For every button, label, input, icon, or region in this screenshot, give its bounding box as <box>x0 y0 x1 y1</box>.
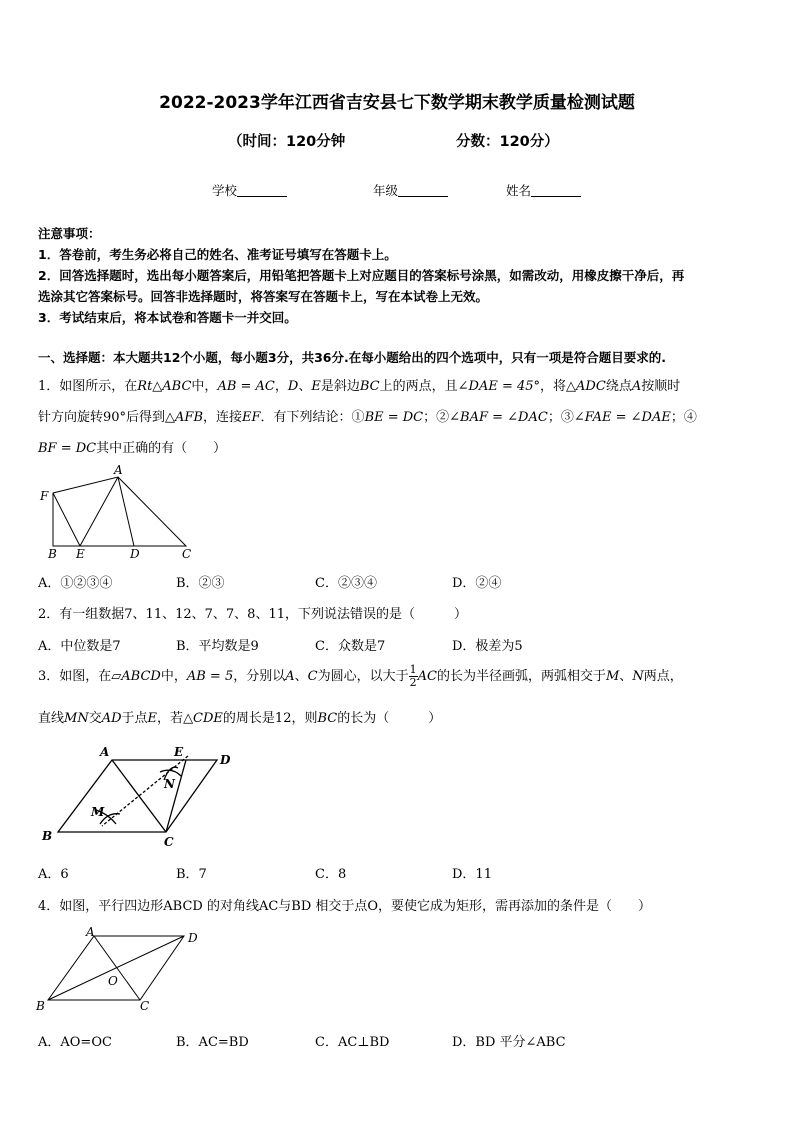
q3-option-c[interactable]: C．8 <box>315 867 347 882</box>
school-field[interactable] <box>212 181 287 199</box>
q3-option-b[interactable]: B．7 <box>176 867 207 882</box>
q4-text: 4．如图，平行四边形ABCD 的对角线AC与BD 相交于点O，要使它成为矩形，需再添加的条件是（ ） <box>38 899 652 914</box>
name-label: 姓名 <box>506 183 532 198</box>
q4-figure <box>32 922 212 1017</box>
q1-line1: 1．如图所示，在Rt△ABC中，AB = AC，D、E是斜边BC上的两点，且∠DAE = 45°，将△ADC绕点A按顺时 <box>38 379 681 394</box>
exam-time: （时间：120分钟 <box>228 134 346 150</box>
q2-text: 2．有一组数据7、11、12、7、7、8、11，下列说法错误的是（ ） <box>38 607 467 622</box>
q1-label-f: F <box>40 489 49 503</box>
q4-label-o: O <box>108 974 118 988</box>
q1-label-a: A <box>114 463 123 477</box>
q1-option-d[interactable]: D．②④ <box>452 576 502 591</box>
q3-option-d[interactable]: D．11 <box>452 867 492 882</box>
q3-figure <box>36 742 246 852</box>
q4-label-d: D <box>188 931 198 945</box>
q1-figure <box>36 462 196 562</box>
q4-option-d[interactable]: D．BD 平分∠ABC <box>452 1035 566 1050</box>
notice-item: 选涂其它答案标号。回答非选择题时，将答案写在答题卡上，写在本试卷上无效。 <box>38 289 489 304</box>
q4-option-b[interactable]: B．AC=BD <box>176 1035 249 1050</box>
q3-label-a: A <box>100 745 110 759</box>
section-heading: 一、选择题：本大题共12个小题，每小题3分，共36分.在每小题给出的四个选项中，只有一项是符合题目要求的. <box>38 350 666 365</box>
q2-option-b[interactable]: B．平均数是9 <box>176 639 259 654</box>
q3-label-d: D <box>220 753 231 767</box>
q3-label-c: C <box>164 835 174 849</box>
q2-option-a[interactable]: A．中位数是7 <box>38 639 121 654</box>
q1-option-a[interactable]: A．①②③④ <box>38 576 113 591</box>
q1-line2: 针方向旋转90°后得到△AFB，连接EF．有下列结论：①BE = DC；②∠BAF = ∠DAC；③∠FAE = ∠DAE；④ <box>38 410 697 425</box>
q3-line2: 直线MN交AD于点E，若△CDE的周长是12，则BC的长为（ ） <box>38 711 442 726</box>
q4-label-b: B <box>36 999 45 1013</box>
notice-item: 3．考试结束后，将本试卷和答题卡一并交回。 <box>38 310 297 325</box>
q4-option-c[interactable]: C．AC⊥BD <box>315 1035 390 1050</box>
name-blank[interactable] <box>531 184 581 197</box>
grade-label: 年级 <box>373 183 399 198</box>
exam-score: 分数：120分） <box>456 134 559 150</box>
q2-option-d[interactable]: D．极差为5 <box>452 639 523 654</box>
q4-label-c: C <box>140 999 150 1013</box>
q1-label-b: B <box>48 547 57 561</box>
q4-label-a: A <box>86 925 95 939</box>
q1-option-c[interactable]: C．②③④ <box>315 576 377 591</box>
q3-fraction: $\frac{1}{2}$ <box>409 663 417 689</box>
notice-item: 1．答卷前，考生务必将自己的姓名、准考证号填写在答题卡上。 <box>38 247 397 262</box>
q3-label-b: B <box>42 829 53 843</box>
q1-label-c: C <box>182 547 192 561</box>
school-label: 学校 <box>212 183 238 198</box>
grade-blank[interactable] <box>398 184 448 197</box>
q3-label-n: N <box>164 777 175 791</box>
notice-heading: 注意事项： <box>38 226 101 241</box>
page-title: 2022-2023学年江西省吉安县七下数学期末教学质量检测试题 <box>159 93 635 113</box>
q1-option-b[interactable]: B．②③ <box>176 576 225 591</box>
q3-line1: 3．如图，在▱ABCD中，AB = 5，分别以A、C为圆心，以大于 $\frac{1}{2}$ AC的长为半径画弧，两弧相交于M、N两点， <box>38 663 683 689</box>
school-blank[interactable] <box>237 184 287 197</box>
q4-option-a[interactable]: A．AO=OC <box>38 1035 112 1050</box>
notice-item: 2．回答选择题时，选出每小题答案后，用铅笔把答题卡上对应题目的答案标号涂黑，如需改动，用橡皮擦干净后，再 <box>38 268 685 283</box>
q1-label-e: E <box>76 547 85 561</box>
q3-label-m: M <box>91 805 105 819</box>
q3-label-e: E <box>174 745 184 759</box>
grade-field[interactable] <box>373 181 448 199</box>
q2-option-c[interactable]: C．众数是7 <box>315 639 386 654</box>
name-field[interactable] <box>506 181 581 199</box>
q1-label-d: D <box>130 547 140 561</box>
q3-option-a[interactable]: A．6 <box>38 867 69 882</box>
q1-line3: BF = DC其中正确的有（ ） <box>38 441 227 456</box>
